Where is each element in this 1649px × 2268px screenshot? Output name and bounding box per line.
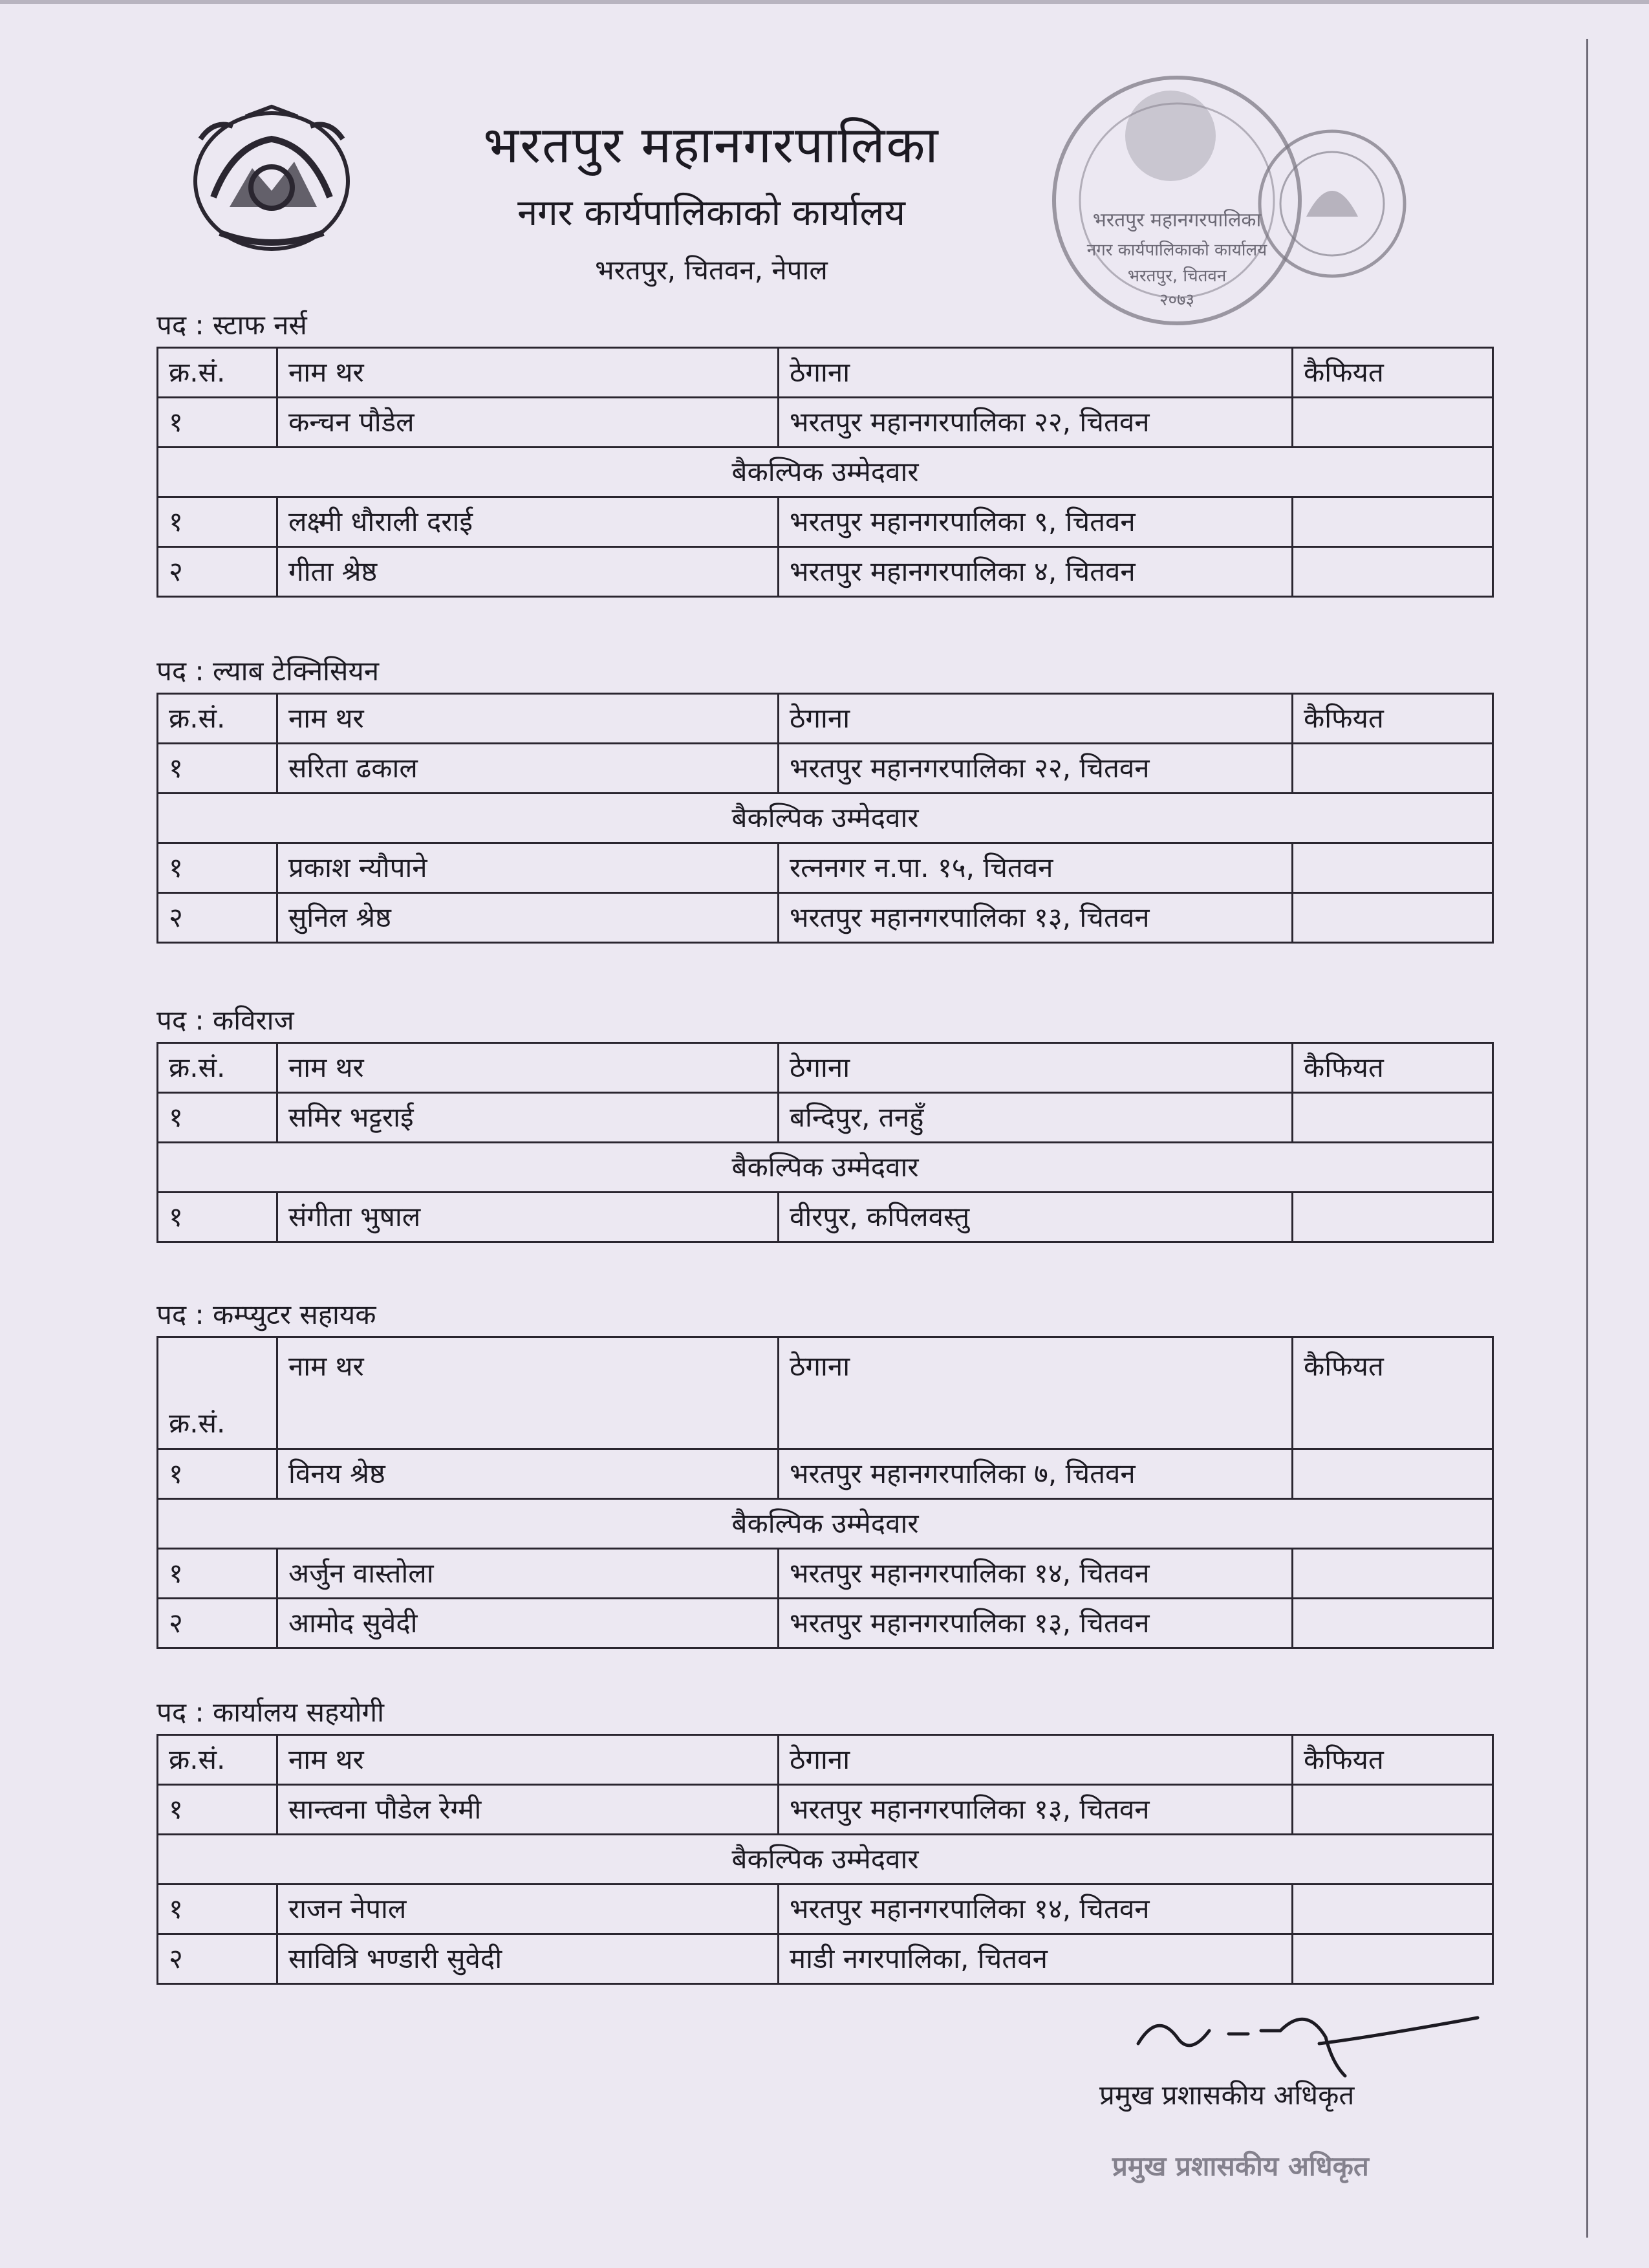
page-top-edge: [0, 0, 1649, 4]
table-header-row: [158, 348, 1493, 398]
cell-address: वीरपुर, कपिलवस्तु: [779, 1193, 1293, 1242]
header-address: ठेगाना: [779, 694, 1293, 744]
table-row: [158, 1549, 1493, 1599]
cell-address: भरतपुर महानगरपालिका १४, चितवन: [779, 1549, 1293, 1599]
office-title: भरतपुर महानगरपालिका: [483, 116, 940, 175]
alternate-heading: बैकल्पिक उम्मेदवार: [158, 1835, 1493, 1885]
header-address: ठेगाना: [779, 348, 1293, 398]
cell-sn: १: [158, 843, 277, 893]
alternate-heading-row: [158, 794, 1493, 843]
alternate-heading: बैकल्पिक उम्मेदवार: [158, 448, 1493, 497]
header-name: नाम थर: [277, 1735, 779, 1785]
table-header-row: [158, 1337, 1493, 1449]
designation-stamp: प्रमुख प्रशासकीय अधिकृत: [1112, 2150, 1369, 2182]
header-remarks: कैफियत: [1293, 1735, 1493, 1785]
candidate-table: [156, 347, 1494, 598]
cell-sn: १: [158, 1449, 277, 1499]
header-remarks: कैफियत: [1293, 1337, 1493, 1449]
table-row: [158, 744, 1493, 794]
header-sn: क्र.सं.: [158, 1735, 277, 1785]
table-row: [158, 1785, 1493, 1835]
cell-name: अर्जुन वास्तोला: [277, 1549, 779, 1599]
nepal-emblem-icon: [175, 100, 369, 262]
header-sn: क्र.सं.: [158, 1043, 277, 1093]
table-row: [158, 1885, 1493, 1934]
cell-remarks: [1293, 497, 1493, 547]
cell-address: भरतपुर महानगरपालिका १४, चितवन: [779, 1885, 1293, 1934]
cell-remarks: [1293, 1093, 1493, 1143]
candidate-table: [156, 1042, 1494, 1243]
cell-sn: २: [158, 893, 277, 943]
cell-remarks: [1293, 1885, 1493, 1934]
cell-address: माडी नगरपालिका, चितवन: [779, 1934, 1293, 1984]
alternate-heading: बैकल्पिक उम्मेदवार: [158, 794, 1493, 843]
header-remarks: कैफियत: [1293, 348, 1493, 398]
cell-remarks: [1293, 1599, 1493, 1648]
post-title: पद : कविराज: [156, 1004, 294, 1036]
officer-designation: प्रमुख प्रशासकीय अधिकृत: [1099, 2079, 1355, 2111]
cell-name: सावित्रि भण्डारी सुवेदी: [277, 1934, 779, 1984]
table-row: [158, 893, 1493, 943]
header-address: ठेगाना: [779, 1735, 1293, 1785]
cell-sn: १: [158, 1785, 277, 1835]
post-section-computer-assistant: [156, 1293, 1401, 1649]
cell-name: राजन नेपाल: [277, 1885, 779, 1934]
alternate-heading-row: [158, 1143, 1493, 1193]
page-right-edge: [1586, 39, 1588, 2238]
post-section-kaviraj: [156, 999, 1401, 1243]
header-name: नाम थर: [277, 1043, 779, 1093]
table-row: [158, 1599, 1493, 1648]
header-remarks: कैफियत: [1293, 694, 1493, 744]
stamp-line2: नगर कार्यपालिकाको कार्यालय: [1086, 241, 1267, 260]
cell-sn: २: [158, 1934, 277, 1984]
alternate-heading: बैकल्पिक उम्मेदवार: [158, 1499, 1493, 1549]
candidate-table: [156, 693, 1494, 944]
cell-remarks: [1293, 843, 1493, 893]
alternate-heading-row: [158, 1835, 1493, 1885]
cell-address: बन्दिपुर, तनहुँ: [779, 1093, 1293, 1143]
table-row: [158, 497, 1493, 547]
cell-sn: १: [158, 744, 277, 794]
candidate-table: [156, 1734, 1494, 1985]
header-sn: क्र.सं.: [158, 348, 277, 398]
cell-address: भरतपुर महानगरपालिका १३, चितवन: [779, 1599, 1293, 1648]
cell-address: भरतपुर महानगरपालिका १३, चितवन: [779, 893, 1293, 943]
table-row: [158, 1193, 1493, 1242]
cell-sn: १: [158, 497, 277, 547]
cell-name: कन्चन पौडेल: [277, 398, 779, 448]
stamp-line1: भरतपुर महानगरपालिका: [1092, 209, 1262, 232]
cell-sn: १: [158, 1885, 277, 1934]
cell-remarks: [1293, 893, 1493, 943]
header-sn: क्र.सं.: [158, 1337, 277, 1449]
alternate-heading-row: [158, 448, 1493, 497]
cell-name: सान्त्वना पौडेल रेग्मी: [277, 1785, 779, 1835]
post-title: पद : ल्याब टेक्निसियन: [156, 655, 380, 687]
cell-name: गीता श्रेष्ठ: [277, 547, 779, 597]
cell-sn: २: [158, 547, 277, 597]
cell-name: सुनिल श्रेष्ठ: [277, 893, 779, 943]
table-row: [158, 843, 1493, 893]
cell-address: भरतपुर महानगरपालिका १३, चितवन: [779, 1785, 1293, 1835]
stamp-year: २०७३: [1159, 290, 1195, 310]
cell-address: भरतपुर महानगरपालिका २२, चितवन: [779, 398, 1293, 448]
cell-sn: २: [158, 1599, 277, 1648]
post-section-lab-technician: [156, 650, 1401, 944]
table-row: [158, 1093, 1493, 1143]
cell-remarks: [1293, 744, 1493, 794]
post-title: पद : स्टाफ नर्स: [156, 309, 307, 341]
cell-name: समिर भट्टराई: [277, 1093, 779, 1143]
cell-address: भरतपुर महानगरपालिका २२, चितवन: [779, 744, 1293, 794]
post-section-staff-nurse: [156, 304, 1401, 598]
cell-name: प्रकाश न्यौपाने: [277, 843, 779, 893]
letterhead: [388, 113, 1035, 293]
cell-remarks: [1293, 1193, 1493, 1242]
table-header-row: [158, 1735, 1493, 1785]
cell-name: विनय श्रेष्ठ: [277, 1449, 779, 1499]
cell-remarks: [1293, 547, 1493, 597]
post-title: पद : कार्यालय सहयोगी: [156, 1696, 385, 1728]
header-address: ठेगाना: [779, 1043, 1293, 1093]
cell-remarks: [1293, 398, 1493, 448]
alternate-heading-row: [158, 1499, 1493, 1549]
cell-name: आमोद सुवेदी: [277, 1599, 779, 1648]
header-sn: क्र.सं.: [158, 694, 277, 744]
cell-address: भरतपुर महानगरपालिका ९, चितवन: [779, 497, 1293, 547]
cell-address: भरतपुर महानगरपालिका ४, चितवन: [779, 547, 1293, 597]
header-remarks: कैफियत: [1293, 1043, 1493, 1093]
header-name: नाम थर: [277, 1337, 779, 1449]
table-row: [158, 1449, 1493, 1499]
cell-name: लक्ष्मी धौराली दराई: [277, 497, 779, 547]
cell-remarks: [1293, 1785, 1493, 1835]
cell-sn: १: [158, 1093, 277, 1143]
table-header-row: [158, 1043, 1493, 1093]
office-subtitle: नगर कार्यपालिकाको कार्यालय: [517, 192, 905, 234]
cell-remarks: [1293, 1449, 1493, 1499]
table-row: [158, 1934, 1493, 1984]
table-row: [158, 547, 1493, 597]
cell-remarks: [1293, 1549, 1493, 1599]
table-row: [158, 398, 1493, 448]
cell-sn: १: [158, 398, 277, 448]
table-header-row: [158, 694, 1493, 744]
post-title: पद : कम्प्युटर सहायक: [156, 1299, 376, 1330]
cell-remarks: [1293, 1934, 1493, 1984]
post-section-office-helper: [156, 1691, 1401, 1985]
municipal-seal-icon: [1255, 126, 1410, 281]
cell-name: संगीता भुषाल: [277, 1193, 779, 1242]
office-address: भरतपुर, चितवन, नेपाल: [595, 254, 828, 286]
signature-mark: [1099, 1998, 1487, 2089]
header-name: नाम थर: [277, 348, 779, 398]
header-name: नाम थर: [277, 694, 779, 744]
stamp-line3: भरतपुर, चितवन: [1127, 266, 1227, 286]
cell-address: भरतपुर महानगरपालिका ७, चितवन: [779, 1449, 1293, 1499]
cell-name: सरिता ढकाल: [277, 744, 779, 794]
cell-sn: १: [158, 1549, 277, 1599]
header-address: ठेगाना: [779, 1337, 1293, 1449]
alternate-heading: बैकल्पिक उम्मेदवार: [158, 1143, 1493, 1193]
cell-address: रत्ननगर न.पा. १५, चितवन: [779, 843, 1293, 893]
candidate-table: [156, 1336, 1494, 1649]
cell-sn: १: [158, 1193, 277, 1242]
